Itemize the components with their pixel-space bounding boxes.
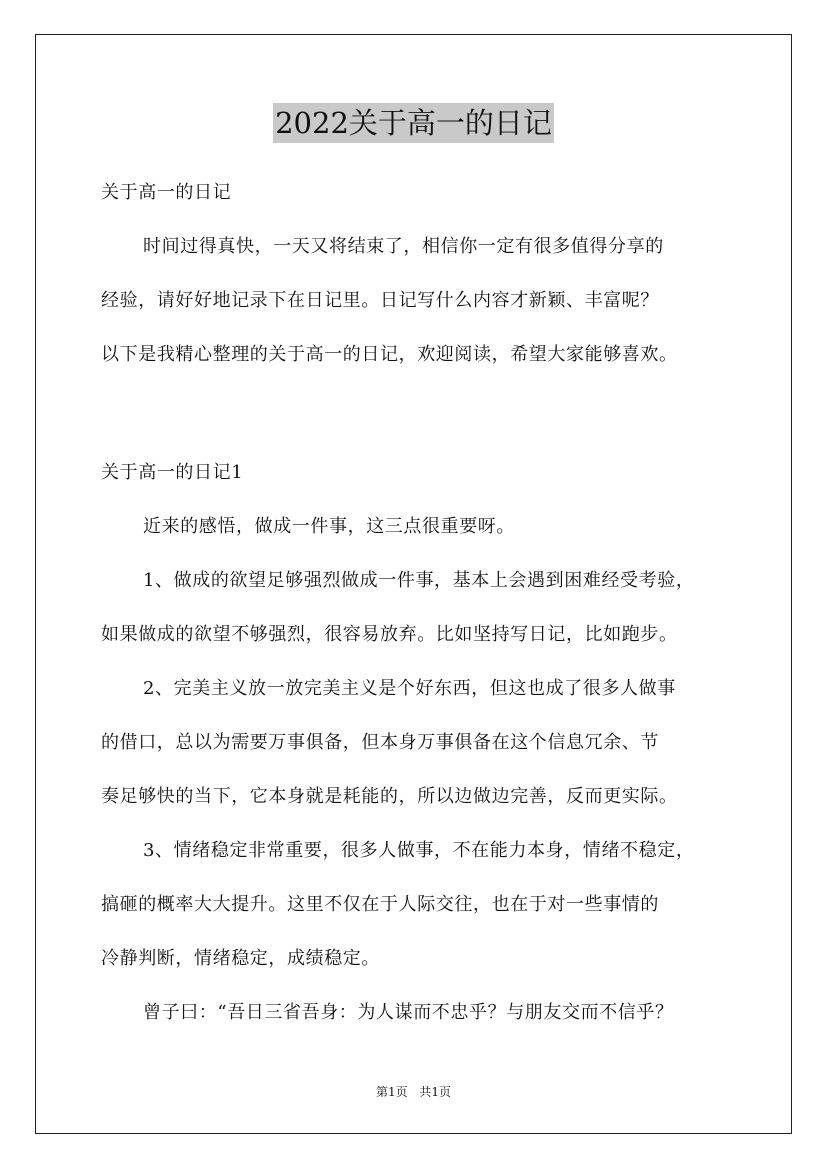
section-heading: 关于高一的日记: [101, 182, 232, 203]
body-line: 冷静判断，情绪稳定，成绩稳定。: [101, 948, 380, 969]
paragraph-gap: [101, 388, 741, 452]
body-line: 如果做成的欲望不够强烈，很容易放弃。比如坚持写日记，比如跑步。: [101, 624, 678, 645]
body-line: 1、做成的欲望足够强烈做成一件事，基本上会遇到困难经受考验，: [143, 570, 695, 591]
page-footer: [0, 1083, 827, 1100]
body-line: 2、完美主义放一放完美主义是个好东西，但这也成了很多人做事: [143, 678, 676, 699]
document-title: 2022关于高一的日记: [273, 103, 554, 143]
body-line: 的借口，总以为需要万事俱备，但本身万事俱备在这个信息冗余、节: [101, 732, 659, 753]
entry-heading: 关于高一的日记1: [101, 462, 244, 483]
title-container: [0, 103, 827, 143]
intro-line: 以下是我精心整理的关于高一的日记，欢迎阅读，希望大家能够喜欢。: [101, 344, 678, 365]
body-line: 曾子曰：“吾日三省吾身：为人谋而不忠乎？与朋友交而不信乎？: [143, 1002, 674, 1023]
page-total: 共1页: [419, 1085, 452, 1099]
page-number: 第1页: [375, 1085, 408, 1099]
body-line: 近来的感悟，做成一件事，这三点很重要呀。: [143, 516, 515, 537]
intro-line: 经验，请好好地记录下在日记里。日记写什么内容才新颖、丰富呢？: [101, 290, 659, 311]
body-line: 3、情绪稳定非常重要，很多人做事，不在能力本身，情绪不稳定，: [143, 840, 695, 861]
intro-line: 时间过得真快，一天又将结束了，相信你一定有很多值得分享的: [143, 236, 664, 257]
body-line: 奏足够快的当下，它本身就是耗能的，所以边做边完善，反而更实际。: [101, 786, 678, 807]
document-body: [101, 172, 741, 1046]
body-line: 搞砸的概率大大提升。这里不仅在于人际交往，也在于对一些事情的: [101, 894, 659, 915]
